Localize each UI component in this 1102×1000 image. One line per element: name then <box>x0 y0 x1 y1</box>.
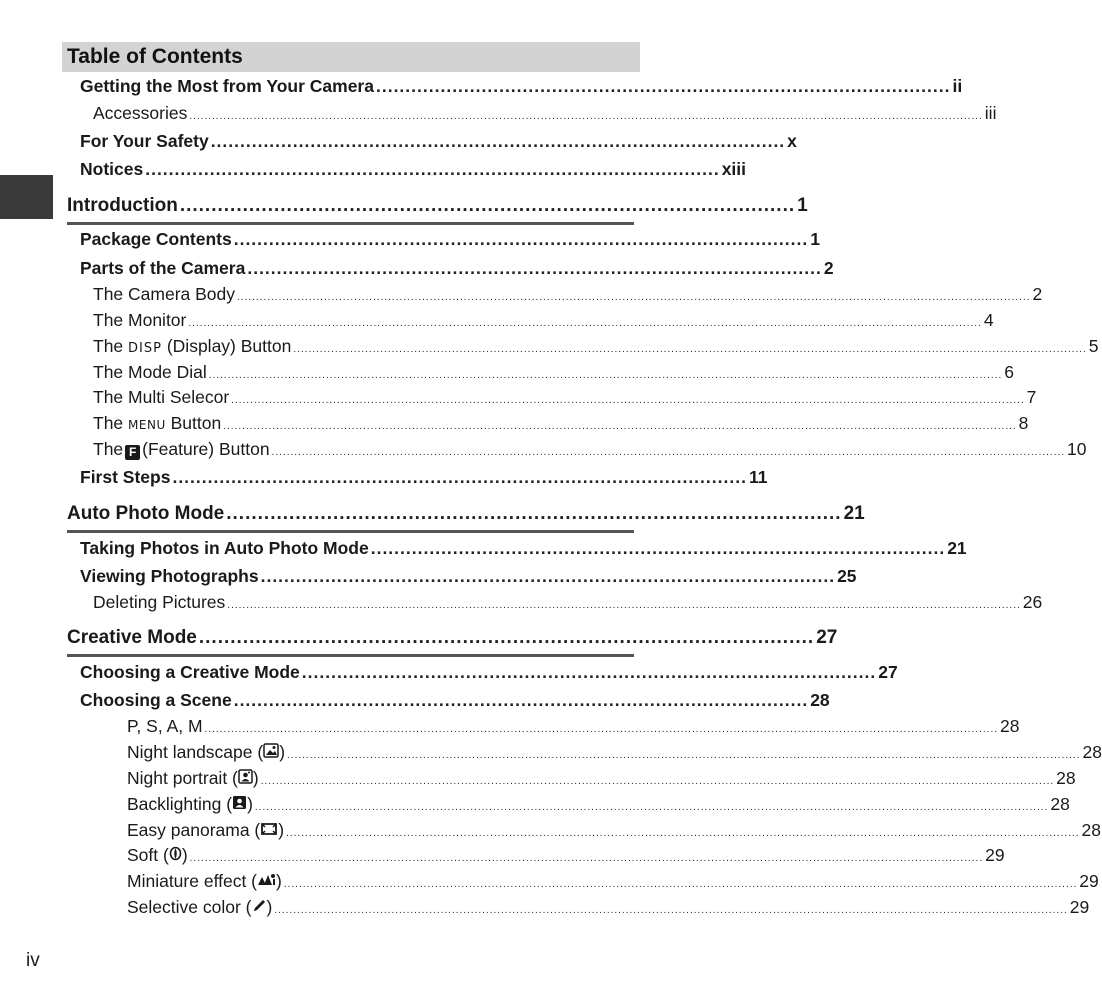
entry-page: 2 <box>823 258 834 278</box>
leader-dots: .................................................................................................................................................................................................................. <box>274 905 1068 916</box>
entry-page: 10 <box>1067 439 1087 459</box>
entry-page: iii <box>984 103 997 123</box>
toc-entry[interactable] <box>127 742 1102 763</box>
leader-dots: .................................................................................................. <box>210 131 786 151</box>
leader-dots: .................................................................................................. <box>260 566 836 586</box>
entry-title: Choosing a Creative Mode <box>80 662 300 682</box>
entry-title <box>127 845 188 866</box>
leader-dots: .................................................................................................................................................................................................................. <box>271 447 1066 458</box>
leader-dots: .................................................................................................................................................................................................................. <box>223 421 1017 432</box>
toc-chapter-entry[interactable] <box>67 627 838 649</box>
entry-title-suffix: ) <box>252 768 259 788</box>
chapter-title: Introduction <box>67 195 178 216</box>
entry-title: Viewing Photographs <box>80 566 259 586</box>
leader-dots: .................................................................................................. <box>370 538 946 558</box>
leader-dots: .................................................................................................. <box>179 195 796 216</box>
entry-title: Package Contents <box>80 229 232 249</box>
chapter-rule <box>67 654 634 657</box>
entry-title-prefix: Backlighting ( <box>127 794 233 814</box>
miniature-effect-icon <box>257 871 276 892</box>
leader-dots: .................................................................................................. <box>233 229 809 249</box>
toc-entry[interactable] <box>93 362 1014 383</box>
leader-dots: .................................................................................................................................................................................................................. <box>204 724 998 735</box>
toc-entry[interactable] <box>127 768 1076 789</box>
entry-title: Notices <box>80 159 144 179</box>
entry-title: The Camera Body <box>93 284 236 304</box>
entry-title <box>127 794 253 815</box>
entry-page: 28 <box>1050 794 1070 814</box>
entry-title-prefix: Miniature effect ( <box>127 871 258 891</box>
entry-title: Deleting Pictures <box>93 592 226 612</box>
selective-color-icon <box>252 897 267 918</box>
backlighting-icon <box>232 794 247 815</box>
leader-dots: .................................................................................................................................................................................................................. <box>231 395 1025 406</box>
entry-title: The Mode Dial <box>93 362 207 382</box>
entry-page: 4 <box>983 310 994 330</box>
toc-entry[interactable] <box>127 871 1099 892</box>
entry-title: For Your Safety <box>80 131 209 151</box>
entry-page: x <box>787 131 797 151</box>
leader-dots: .................................................................................................................................................................................................................. <box>293 344 1087 355</box>
toc-entry[interactable] <box>80 229 820 250</box>
leader-dots: .................................................................................................. <box>226 503 842 524</box>
chapter-page: 21 <box>843 503 865 524</box>
entry-title-prefix: Night landscape ( <box>127 742 264 762</box>
leader-dots: .................................................................................................. <box>375 76 951 96</box>
entry-title <box>93 439 270 460</box>
night-portrait-icon <box>238 768 253 789</box>
leader-dots: .................................................................................................. <box>233 690 809 710</box>
entry-title <box>127 820 284 841</box>
chapter-rule <box>67 222 634 225</box>
leader-dots: .................................................................................................................................................................................................................. <box>254 802 1049 813</box>
toc-entry[interactable] <box>127 716 1020 737</box>
leader-dots: .................................................................................................................................................................................................................. <box>189 853 984 864</box>
entry-title-suffix: ) <box>278 820 285 840</box>
entry-title-suffix: Button <box>170 413 222 433</box>
entry-title-prefix: Soft ( <box>127 845 169 865</box>
entry-page: 7 <box>1026 387 1037 407</box>
entry-title-suffix: (Feature) Button <box>142 439 270 459</box>
entry-title-prefix: Selective color ( <box>127 897 252 917</box>
leader-dots: .................................................................................................................................................................................................................. <box>260 776 1055 787</box>
leader-dots: .................................................................................................................................................................................................................. <box>237 292 1031 303</box>
entry-title: The Monitor <box>93 310 187 330</box>
toc-entry[interactable] <box>93 103 997 124</box>
toc-entry[interactable] <box>80 690 830 711</box>
entry-title <box>93 336 291 357</box>
toc-entry[interactable] <box>93 413 1029 434</box>
entry-page: 28 <box>1000 716 1020 736</box>
easy-panorama-icon <box>260 820 278 841</box>
soft-icon <box>169 845 182 866</box>
entry-page: 8 <box>1018 413 1029 433</box>
entry-page: 28 <box>1081 820 1102 840</box>
entry-title <box>93 413 221 434</box>
chapter-page: 1 <box>797 195 808 216</box>
leader-dots: .................................................................................................. <box>198 627 815 648</box>
toc-entry[interactable] <box>80 131 797 152</box>
entry-page: 2 <box>1032 284 1043 304</box>
leader-dots: .................................................................................................................................................................................................................. <box>283 879 1078 890</box>
entry-title <box>127 871 282 892</box>
entry-page: 26 <box>1022 592 1043 612</box>
leader-dots: .................................................................................................................................................................................................................. <box>188 318 982 329</box>
entry-page: 29 <box>1079 871 1099 891</box>
entry-title <box>127 742 285 763</box>
toc-entry[interactable] <box>80 467 768 488</box>
toc-entry[interactable] <box>80 76 963 97</box>
entry-page: xiii <box>721 159 747 179</box>
entry-title: Accessories <box>93 103 188 123</box>
leader-dots: .................................................................................................................................................................................................................. <box>208 370 1003 381</box>
toc-entry[interactable] <box>127 794 1070 815</box>
chapter-title: Creative Mode <box>67 627 197 648</box>
entry-page: 29 <box>1069 897 1090 917</box>
toc-entry[interactable] <box>127 820 1102 841</box>
entry-title-suffix: ) <box>266 897 273 917</box>
entry-title-prefix: Night portrait ( <box>127 768 238 788</box>
entry-title: Parts of the Camera <box>80 258 246 278</box>
toc-entry[interactable] <box>80 662 898 683</box>
entry-title-suffix: ) <box>276 871 282 891</box>
page-number: iv <box>26 950 40 971</box>
entry-page: ii <box>952 76 963 96</box>
chapter-title: Auto Photo Mode <box>67 503 225 524</box>
leader-dots: .................................................................................................. <box>145 159 720 179</box>
leader-dots: .................................................................................................. <box>301 662 877 682</box>
entry-title: The Multi Selecor <box>93 387 230 407</box>
entry-page: 5 <box>1088 336 1099 356</box>
entry-title-prefix: The <box>93 439 124 459</box>
toc-entry[interactable] <box>93 387 1037 408</box>
entry-title: First Steps <box>80 467 171 487</box>
entry-page: 28 <box>810 690 830 710</box>
toc-entry[interactable] <box>80 538 967 559</box>
toc-entry[interactable] <box>93 336 1099 357</box>
toc-chapter-entry[interactable] <box>67 195 808 217</box>
night-landscape-icon <box>263 742 279 763</box>
toc-heading: Table of Contents <box>62 42 640 72</box>
disp-button-icon: DISP <box>128 341 162 356</box>
entry-title: Taking Photos in Auto Photo Mode <box>80 538 369 558</box>
entry-page: 29 <box>985 845 1005 865</box>
toc-entry[interactable] <box>80 258 834 279</box>
entry-title-prefix: The <box>93 413 124 433</box>
entry-page: 27 <box>878 662 898 682</box>
toc-entry[interactable] <box>80 566 857 587</box>
entry-page: 25 <box>837 566 857 586</box>
entry-page: 21 <box>947 538 967 558</box>
feature-button-icon: F <box>125 445 140 460</box>
entry-page: 1 <box>810 229 820 249</box>
toc-entry[interactable] <box>93 284 1043 305</box>
entry-page: 6 <box>1004 362 1014 382</box>
leader-dots: .................................................................................................................................................................................................................. <box>286 828 1080 839</box>
leader-dots: .................................................................................................................................................................................................................. <box>287 750 1081 761</box>
leader-dots: .................................................................................................................................................................................................................. <box>227 600 1021 611</box>
menu-button-icon: MENU <box>128 418 166 432</box>
chapter-page: 27 <box>816 627 838 648</box>
chapter-rule <box>67 530 634 533</box>
toc-entry[interactable] <box>93 310 994 331</box>
entry-title-suffix: ) <box>247 794 253 814</box>
toc-chapter-entry[interactable] <box>67 503 865 525</box>
entry-page: 28 <box>1056 768 1076 788</box>
entry-title-prefix: The <box>93 336 124 356</box>
toc-entry[interactable] <box>127 897 1090 918</box>
entry-title: P, S, A, M <box>127 716 203 736</box>
entry-title-suffix: ) <box>181 845 188 865</box>
leader-dots: .................................................................................................................................................................................................................. <box>189 111 983 122</box>
toc-entry[interactable] <box>127 845 1005 866</box>
entry-title <box>127 768 259 789</box>
entry-title: Getting the Most from Your Camera <box>80 76 374 96</box>
toc-entry[interactable] <box>93 592 1043 613</box>
entry-title-suffix: (Display) Button <box>166 336 292 356</box>
entry-page: 28 <box>1082 742 1102 762</box>
leader-dots: .................................................................................................. <box>172 467 747 487</box>
entry-title: Choosing a Scene <box>80 690 232 710</box>
entry-title-prefix: Easy panorama ( <box>127 820 261 840</box>
toc-entry[interactable] <box>80 159 747 180</box>
leader-dots: .................................................................................................. <box>247 258 822 278</box>
toc-entry[interactable] <box>93 439 1087 460</box>
entry-title <box>127 897 272 918</box>
chapter-thumb-tab <box>0 175 53 219</box>
entry-title-suffix: ) <box>279 742 286 762</box>
entry-page: 11 <box>748 467 768 487</box>
